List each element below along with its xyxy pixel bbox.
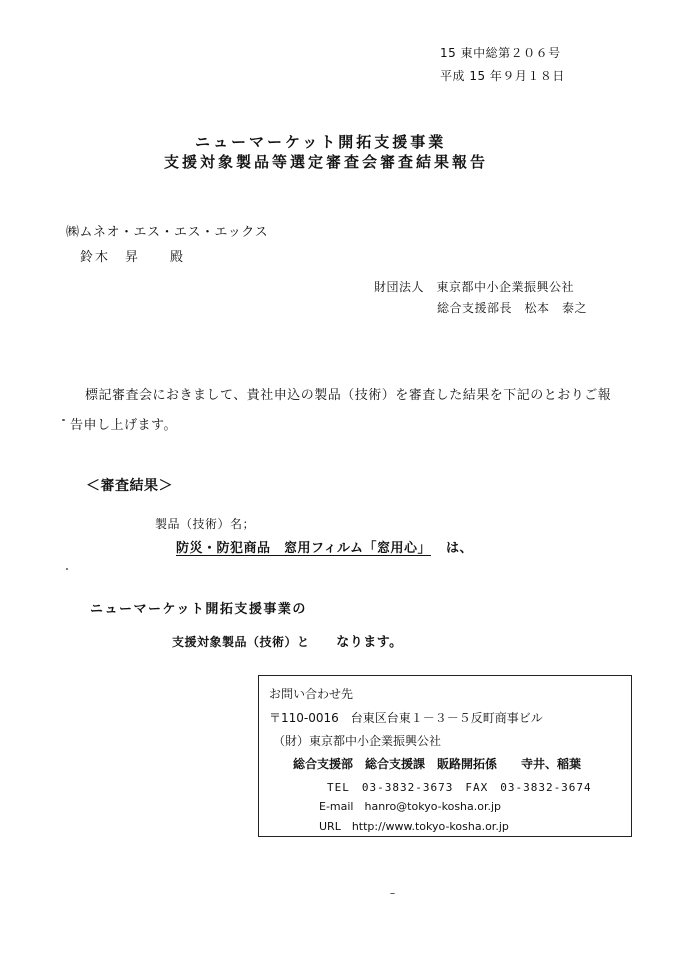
title-line-1: ニューマーケット開拓支援事業 [195, 133, 447, 151]
contact-url: URL http://www.tokyo-kosha.or.jp [319, 820, 509, 833]
recipient-person: 鈴木 昇 殿 [80, 250, 186, 265]
contact-box [258, 675, 632, 837]
contact-heading: お問い合わせ先 [269, 687, 354, 701]
sender-organization: 財団法人 東京都中小企業振興公社 [374, 280, 575, 294]
sender-person: 総合支援部長 松本 泰之 [437, 301, 588, 315]
contact-department: 総合支援部 総合支援課 販路開拓係 寺井、稲葉 [293, 757, 582, 771]
contact-phone-fax: TEL 03-3832-3673 FAX 03-3832-3674 [327, 781, 592, 794]
scan-speck [390, 893, 395, 894]
program-line: ニューマーケット開拓支援事業の [90, 602, 307, 617]
reference-number: 15 東中総第２０６号 [440, 46, 561, 60]
scan-speck [62, 419, 65, 421]
contact-organization: （財）東京都中小企業振興公社 [273, 734, 442, 748]
contact-address: 〒110-0016 台東区台東１－３－５反町商事ビル [269, 711, 543, 725]
scan-speck [66, 568, 68, 570]
conclusion-part-b: なります。 [336, 635, 403, 650]
product-suffix: は、 [445, 541, 473, 556]
document-date: 平成 15 年９月１８日 [440, 69, 565, 83]
conclusion-part-a: 支援対象製品（技術）と [172, 635, 310, 649]
recipient-company: ㈱ムネオ・エス・エス・エックス [66, 225, 269, 240]
result-heading: ＜審査結果＞ [86, 478, 173, 494]
contact-email: E-mail hanro@tokyo-kosha.or.jp [319, 800, 502, 813]
conclusion-line [172, 631, 403, 650]
product-label: 製品（技術）名； [155, 517, 256, 531]
product-name: 防災・防犯商品 窓用フィルム「窓用心」 [176, 541, 431, 556]
body-line-1: 標記審査会におきまして、貴社申込の製品（技術）を審査した結果を下記のとおりご報 [85, 388, 612, 403]
body-line-2: 告申し上げます。 [70, 418, 177, 433]
product-name-line [176, 537, 473, 556]
title-line-2: 支援対象製品等選定審査会審査結果報告 [164, 153, 489, 171]
